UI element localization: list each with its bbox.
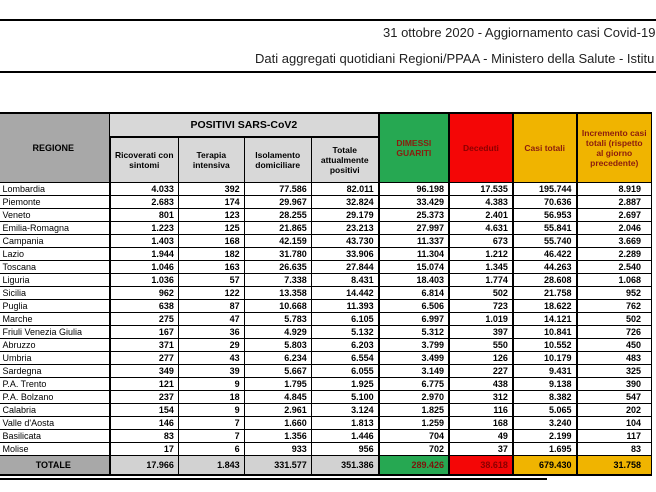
value-cell: 3.499 bbox=[379, 352, 449, 365]
region-cell: Friuli Venezia Giulia bbox=[0, 326, 110, 339]
table-row bbox=[0, 196, 652, 209]
value-cell: 4.033 bbox=[110, 183, 179, 196]
value-cell: 55.740 bbox=[513, 235, 577, 248]
value-cell: 4.845 bbox=[244, 391, 311, 404]
value-cell: 4.631 bbox=[449, 222, 513, 235]
value-cell: 10.179 bbox=[513, 352, 577, 365]
value-cell: 2.961 bbox=[244, 404, 311, 417]
table-footer bbox=[0, 456, 652, 475]
value-cell: 6.814 bbox=[379, 287, 449, 300]
total-value-cell: 679.430 bbox=[513, 456, 577, 475]
value-cell: 237 bbox=[110, 391, 179, 404]
value-cell: 638 bbox=[110, 300, 179, 313]
value-cell: 21.758 bbox=[513, 287, 577, 300]
value-cell: 9 bbox=[178, 404, 244, 417]
region-cell: Abruzzo bbox=[0, 339, 110, 352]
region-cell: Piemonte bbox=[0, 196, 110, 209]
value-cell: 9.431 bbox=[513, 365, 577, 378]
value-cell: 349 bbox=[110, 365, 179, 378]
value-cell: 3.124 bbox=[311, 404, 378, 417]
value-cell: 7 bbox=[178, 430, 244, 443]
value-cell: 195.744 bbox=[513, 183, 577, 196]
value-cell: 502 bbox=[449, 287, 513, 300]
table-row bbox=[0, 378, 652, 391]
table-row bbox=[0, 352, 652, 365]
value-cell: 87 bbox=[178, 300, 244, 313]
value-cell: 83 bbox=[110, 430, 179, 443]
table-row bbox=[0, 274, 652, 287]
column-header-dimessi-guariti: DIMESSI GUARITI bbox=[379, 113, 449, 183]
value-cell: 82.011 bbox=[311, 183, 378, 196]
value-cell: 28.608 bbox=[513, 274, 577, 287]
value-cell: 15.074 bbox=[379, 261, 449, 274]
value-cell: 29.179 bbox=[311, 209, 378, 222]
table-row bbox=[0, 365, 652, 378]
value-cell: 550 bbox=[449, 339, 513, 352]
value-cell: 962 bbox=[110, 287, 179, 300]
region-cell: Liguria bbox=[0, 274, 110, 287]
header-divider bbox=[0, 71, 656, 73]
value-cell: 39 bbox=[178, 365, 244, 378]
value-cell: 450 bbox=[577, 339, 652, 352]
value-cell: 4.383 bbox=[449, 196, 513, 209]
value-cell: 1.345 bbox=[449, 261, 513, 274]
value-cell: 33.906 bbox=[311, 248, 378, 261]
value-cell: 1.774 bbox=[449, 274, 513, 287]
value-cell: 6.775 bbox=[379, 378, 449, 391]
value-cell: 11.337 bbox=[379, 235, 449, 248]
value-cell: 104 bbox=[577, 417, 652, 430]
value-cell: 6.506 bbox=[379, 300, 449, 313]
value-cell: 32.824 bbox=[311, 196, 378, 209]
value-cell: 2.683 bbox=[110, 196, 179, 209]
bottom-divider bbox=[0, 478, 547, 480]
value-cell: 1.068 bbox=[577, 274, 652, 287]
table-row bbox=[0, 339, 652, 352]
value-cell: 126 bbox=[449, 352, 513, 365]
value-cell: 21.865 bbox=[244, 222, 311, 235]
total-label-cell: TOTALE bbox=[0, 456, 110, 475]
value-cell: 8.382 bbox=[513, 391, 577, 404]
value-cell: 390 bbox=[577, 378, 652, 391]
value-cell: 9.138 bbox=[513, 378, 577, 391]
value-cell: 11.393 bbox=[311, 300, 378, 313]
table-row bbox=[0, 300, 652, 313]
value-cell: 1.403 bbox=[110, 235, 179, 248]
value-cell: 8.431 bbox=[311, 274, 378, 287]
value-cell: 146 bbox=[110, 417, 179, 430]
value-cell: 5.132 bbox=[311, 326, 378, 339]
value-cell: 6.105 bbox=[311, 313, 378, 326]
table-row bbox=[0, 183, 652, 196]
value-cell: 2.540 bbox=[577, 261, 652, 274]
region-cell: Emilia-Romagna bbox=[0, 222, 110, 235]
value-cell: 933 bbox=[244, 443, 311, 456]
value-cell: 168 bbox=[178, 235, 244, 248]
total-value-cell: 38.618 bbox=[449, 456, 513, 475]
value-cell: 18.403 bbox=[379, 274, 449, 287]
value-cell: 6.234 bbox=[244, 352, 311, 365]
value-cell: 167 bbox=[110, 326, 179, 339]
value-cell: 1.825 bbox=[379, 404, 449, 417]
region-cell: Calabria bbox=[0, 404, 110, 417]
value-cell: 17 bbox=[110, 443, 179, 456]
value-cell: 502 bbox=[577, 313, 652, 326]
table-row bbox=[0, 209, 652, 222]
region-cell: Molise bbox=[0, 443, 110, 456]
value-cell: 2.887 bbox=[577, 196, 652, 209]
value-cell: 275 bbox=[110, 313, 179, 326]
value-cell: 3.669 bbox=[577, 235, 652, 248]
value-cell: 1.223 bbox=[110, 222, 179, 235]
value-cell: 18 bbox=[178, 391, 244, 404]
value-cell: 122 bbox=[178, 287, 244, 300]
total-value-cell: 331.577 bbox=[244, 456, 311, 475]
value-cell: 1.660 bbox=[244, 417, 311, 430]
table-header bbox=[0, 113, 652, 183]
value-cell: 29.967 bbox=[244, 196, 311, 209]
table-row bbox=[0, 222, 652, 235]
table-body bbox=[0, 183, 652, 456]
value-cell: 726 bbox=[577, 326, 652, 339]
value-cell: 4.929 bbox=[244, 326, 311, 339]
table-row bbox=[0, 404, 652, 417]
column-header-terapia-intensiva: Terapia intensiva bbox=[178, 137, 244, 183]
value-cell: 1.925 bbox=[311, 378, 378, 391]
value-cell: 2.697 bbox=[577, 209, 652, 222]
total-value-cell: 31.758 bbox=[577, 456, 652, 475]
column-header-isolamento: Isolamento domiciliare bbox=[244, 137, 311, 183]
table-row bbox=[0, 326, 652, 339]
table-row bbox=[0, 248, 652, 261]
value-cell: 10.552 bbox=[513, 339, 577, 352]
value-cell: 43 bbox=[178, 352, 244, 365]
value-cell: 202 bbox=[577, 404, 652, 417]
value-cell: 1.356 bbox=[244, 430, 311, 443]
total-value-cell: 1.843 bbox=[178, 456, 244, 475]
value-cell: 5.100 bbox=[311, 391, 378, 404]
value-cell: 9 bbox=[178, 378, 244, 391]
region-cell: Campania bbox=[0, 235, 110, 248]
table-row bbox=[0, 287, 652, 300]
value-cell: 6 bbox=[178, 443, 244, 456]
region-cell: P.A. Trento bbox=[0, 378, 110, 391]
value-cell: 1.259 bbox=[379, 417, 449, 430]
value-cell: 28.255 bbox=[244, 209, 311, 222]
value-cell: 168 bbox=[449, 417, 513, 430]
value-cell: 704 bbox=[379, 430, 449, 443]
value-cell: 70.636 bbox=[513, 196, 577, 209]
value-cell: 44.263 bbox=[513, 261, 577, 274]
region-cell: Basilicata bbox=[0, 430, 110, 443]
value-cell: 14.121 bbox=[513, 313, 577, 326]
value-cell: 125 bbox=[178, 222, 244, 235]
region-cell: Sicilia bbox=[0, 287, 110, 300]
value-cell: 5.312 bbox=[379, 326, 449, 339]
value-cell: 33.429 bbox=[379, 196, 449, 209]
value-cell: 952 bbox=[577, 287, 652, 300]
value-cell: 1.795 bbox=[244, 378, 311, 391]
value-cell: 27.844 bbox=[311, 261, 378, 274]
value-cell: 116 bbox=[449, 404, 513, 417]
value-cell: 25.373 bbox=[379, 209, 449, 222]
value-cell: 154 bbox=[110, 404, 179, 417]
value-cell: 3.799 bbox=[379, 339, 449, 352]
value-cell: 27.997 bbox=[379, 222, 449, 235]
value-cell: 1.212 bbox=[449, 248, 513, 261]
value-cell: 392 bbox=[178, 183, 244, 196]
region-cell: Veneto bbox=[0, 209, 110, 222]
total-row bbox=[0, 456, 652, 475]
value-cell: 121 bbox=[110, 378, 179, 391]
value-cell: 397 bbox=[449, 326, 513, 339]
page-subtitle: Dati aggregati quotidiani Regioni/PPAA - Ministero della Salute - Istitu bbox=[255, 51, 655, 66]
value-cell: 26.635 bbox=[244, 261, 311, 274]
value-cell: 7 bbox=[178, 417, 244, 430]
value-cell: 547 bbox=[577, 391, 652, 404]
top-divider bbox=[0, 19, 656, 21]
value-cell: 801 bbox=[110, 209, 179, 222]
value-cell: 723 bbox=[449, 300, 513, 313]
region-cell: Umbria bbox=[0, 352, 110, 365]
column-header-regione: REGIONE bbox=[0, 113, 110, 183]
region-cell: Valle d'Aosta bbox=[0, 417, 110, 430]
value-cell: 3.240 bbox=[513, 417, 577, 430]
value-cell: 47 bbox=[178, 313, 244, 326]
value-cell: 5.783 bbox=[244, 313, 311, 326]
value-cell: 96.198 bbox=[379, 183, 449, 196]
value-cell: 325 bbox=[577, 365, 652, 378]
value-cell: 17.535 bbox=[449, 183, 513, 196]
value-cell: 117 bbox=[577, 430, 652, 443]
value-cell: 13.358 bbox=[244, 287, 311, 300]
value-cell: 43.730 bbox=[311, 235, 378, 248]
value-cell: 2.199 bbox=[513, 430, 577, 443]
column-header-incremento: Incremento casi totali (rispetto al giorno precedente) bbox=[577, 113, 652, 183]
region-cell: Lombardia bbox=[0, 183, 110, 196]
value-cell: 46.422 bbox=[513, 248, 577, 261]
region-cell: P.A. Bolzano bbox=[0, 391, 110, 404]
value-cell: 1.695 bbox=[513, 443, 577, 456]
value-cell: 6.554 bbox=[311, 352, 378, 365]
value-cell: 31.780 bbox=[244, 248, 311, 261]
value-cell: 483 bbox=[577, 352, 652, 365]
value-cell: 6.997 bbox=[379, 313, 449, 326]
value-cell: 702 bbox=[379, 443, 449, 456]
table-row bbox=[0, 430, 652, 443]
value-cell: 37 bbox=[449, 443, 513, 456]
table-row bbox=[0, 313, 652, 326]
table-row bbox=[0, 443, 652, 456]
value-cell: 8.919 bbox=[577, 183, 652, 196]
value-cell: 2.970 bbox=[379, 391, 449, 404]
value-cell: 163 bbox=[178, 261, 244, 274]
value-cell: 277 bbox=[110, 352, 179, 365]
value-cell: 673 bbox=[449, 235, 513, 248]
covid-data-table bbox=[0, 112, 652, 476]
value-cell: 6.055 bbox=[311, 365, 378, 378]
value-cell: 55.841 bbox=[513, 222, 577, 235]
value-cell: 182 bbox=[178, 248, 244, 261]
total-value-cell: 351.386 bbox=[311, 456, 378, 475]
value-cell: 174 bbox=[178, 196, 244, 209]
value-cell: 1.944 bbox=[110, 248, 179, 261]
value-cell: 36 bbox=[178, 326, 244, 339]
value-cell: 1.046 bbox=[110, 261, 179, 274]
total-value-cell: 17.966 bbox=[110, 456, 179, 475]
value-cell: 762 bbox=[577, 300, 652, 313]
value-cell: 10.841 bbox=[513, 326, 577, 339]
region-cell: Toscana bbox=[0, 261, 110, 274]
value-cell: 956 bbox=[311, 443, 378, 456]
value-cell: 1.446 bbox=[311, 430, 378, 443]
region-cell: Marche bbox=[0, 313, 110, 326]
column-header-deceduti: Deceduti bbox=[449, 113, 513, 183]
group-header-positivi: POSITIVI SARS-CoV2 bbox=[110, 113, 379, 137]
table-row bbox=[0, 417, 652, 430]
table-row bbox=[0, 391, 652, 404]
value-cell: 6.203 bbox=[311, 339, 378, 352]
value-cell: 1.036 bbox=[110, 274, 179, 287]
value-cell: 2.046 bbox=[577, 222, 652, 235]
value-cell: 83 bbox=[577, 443, 652, 456]
value-cell: 18.622 bbox=[513, 300, 577, 313]
column-header-ricoverati: Ricoverati con sintomi bbox=[110, 137, 179, 183]
table-row bbox=[0, 261, 652, 274]
value-cell: 3.149 bbox=[379, 365, 449, 378]
value-cell: 2.401 bbox=[449, 209, 513, 222]
value-cell: 11.304 bbox=[379, 248, 449, 261]
value-cell: 56.953 bbox=[513, 209, 577, 222]
value-cell: 14.442 bbox=[311, 287, 378, 300]
column-header-totale-positivi: Totale attualmente positivi bbox=[311, 137, 378, 183]
table-row bbox=[0, 235, 652, 248]
value-cell: 49 bbox=[449, 430, 513, 443]
value-cell: 123 bbox=[178, 209, 244, 222]
value-cell: 5.667 bbox=[244, 365, 311, 378]
region-cell: Sardegna bbox=[0, 365, 110, 378]
value-cell: 227 bbox=[449, 365, 513, 378]
value-cell: 312 bbox=[449, 391, 513, 404]
column-header-casi-totali: Casi totali bbox=[513, 113, 577, 183]
value-cell: 77.586 bbox=[244, 183, 311, 196]
value-cell: 2.289 bbox=[577, 248, 652, 261]
value-cell: 5.065 bbox=[513, 404, 577, 417]
value-cell: 5.803 bbox=[244, 339, 311, 352]
page-title: 31 ottobre 2020 - Aggiornamento casi Covid-19 bbox=[383, 25, 656, 40]
value-cell: 57 bbox=[178, 274, 244, 287]
value-cell: 1.813 bbox=[311, 417, 378, 430]
value-cell: 371 bbox=[110, 339, 179, 352]
value-cell: 7.338 bbox=[244, 274, 311, 287]
region-cell: Lazio bbox=[0, 248, 110, 261]
value-cell: 42.159 bbox=[244, 235, 311, 248]
total-value-cell: 289.426 bbox=[379, 456, 449, 475]
value-cell: 10.668 bbox=[244, 300, 311, 313]
value-cell: 29 bbox=[178, 339, 244, 352]
value-cell: 1.019 bbox=[449, 313, 513, 326]
value-cell: 23.213 bbox=[311, 222, 378, 235]
value-cell: 438 bbox=[449, 378, 513, 391]
region-cell: Puglia bbox=[0, 300, 110, 313]
